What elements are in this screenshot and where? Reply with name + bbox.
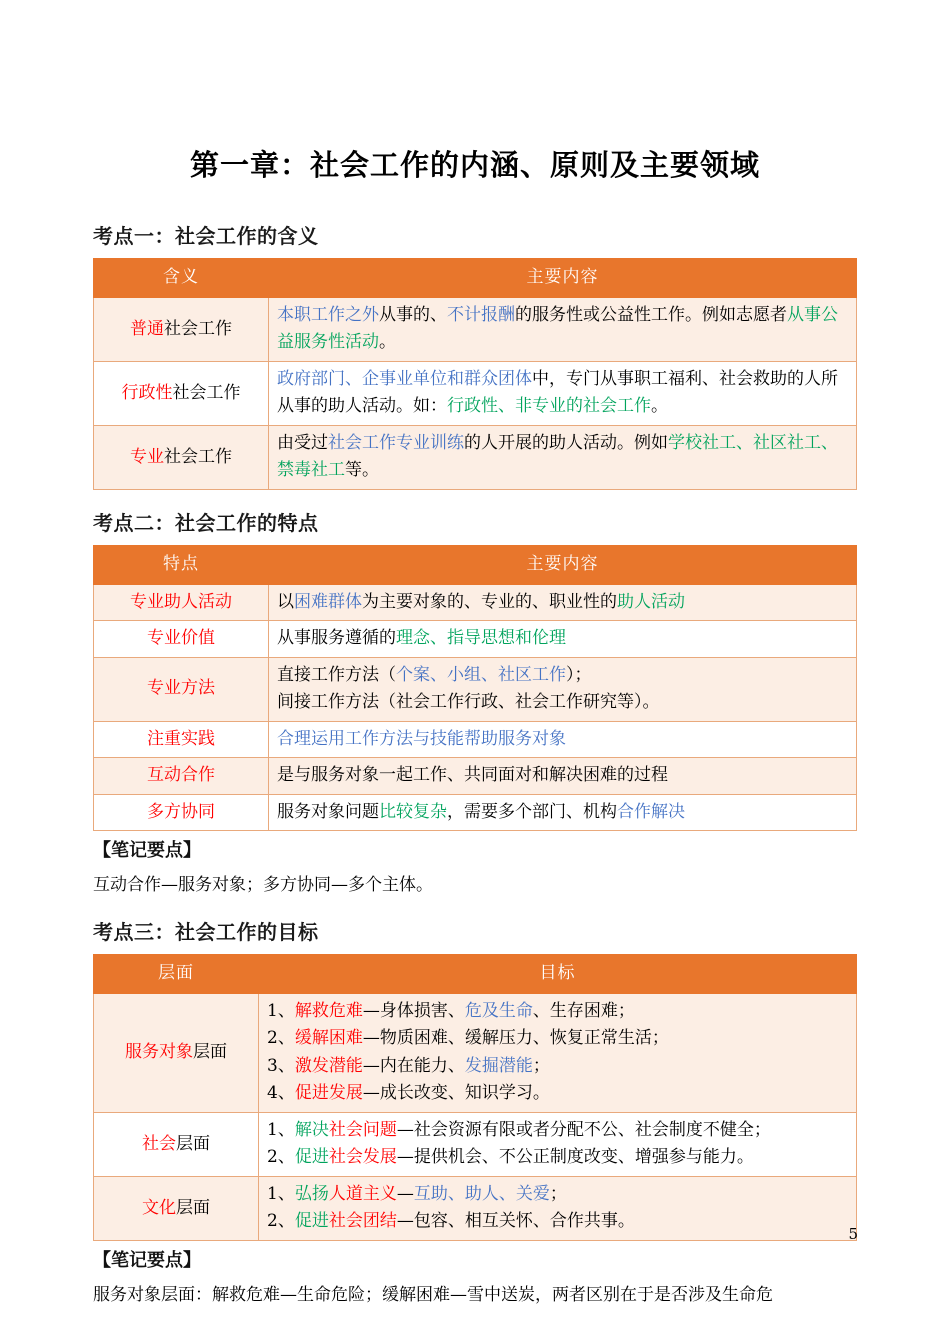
note-title-1: 【笔记要点】: [93, 840, 201, 862]
content-line: [267, 1144, 848, 1172]
content-line: [267, 1053, 848, 1081]
table-row: [94, 425, 857, 489]
text-run: ；: [532, 1055, 550, 1076]
content-line: [277, 662, 848, 690]
table-row: [94, 794, 857, 831]
row-content-cell: [269, 584, 857, 621]
table-body-3: [94, 993, 857, 1240]
text-run: 学校社工、社区社工、禁毒社工: [277, 432, 838, 481]
table-wrapper-1: [93, 258, 857, 490]
text-run: 1、: [267, 1183, 295, 1204]
page-number: 5: [848, 1225, 858, 1243]
note-title-2: 【笔记要点】: [93, 1249, 201, 1271]
text-run: 专业: [130, 446, 164, 467]
content-line: [267, 1080, 848, 1108]
text-run: 普通: [130, 318, 164, 339]
text-run: 专业价值: [147, 628, 215, 649]
content-line: [267, 998, 848, 1026]
row-label-cell: [94, 721, 269, 758]
text-run: ）；: [566, 664, 592, 685]
text-run: 多方协同: [147, 801, 215, 822]
column-header-content: 主要内容: [269, 259, 857, 298]
text-run: 解决: [294, 1119, 329, 1140]
text-run: 危及生命: [464, 1000, 533, 1021]
text-run: 比较复杂: [379, 801, 447, 822]
table-body-1: [94, 297, 857, 489]
table-row: [94, 361, 857, 425]
row-label-cell: [94, 361, 269, 425]
text-run: 合理运用工作方法与技能帮助服务对象: [277, 728, 566, 749]
row-content-cell: [259, 993, 857, 1112]
text-run: 促进: [294, 1211, 329, 1232]
text-run: 缓解困难: [294, 1028, 363, 1049]
row-content-cell: [259, 1112, 857, 1176]
text-run: —身体损害、: [362, 1000, 465, 1021]
text-run: 1、: [267, 1119, 295, 1140]
table-wrapper-3: [93, 954, 857, 1241]
content-line: [267, 1025, 848, 1053]
text-run: ，需要多个部门、机构: [447, 801, 617, 822]
row-content-cell: [259, 1176, 857, 1240]
text-run: 互动合作: [147, 765, 215, 786]
table-header-row: [94, 955, 857, 994]
text-run: 层面: [176, 1197, 210, 1218]
table-row: [94, 657, 857, 721]
column-header-term: 含义: [94, 259, 269, 298]
text-run: 4、: [267, 1083, 295, 1104]
text-run: 注重实践: [147, 728, 215, 749]
text-run: 互助、助人、关爱: [413, 1183, 550, 1204]
text-run: 间接工作方法（社会工作行政、社会工作研究等）。: [277, 692, 660, 713]
table-wrapper-2: [93, 545, 857, 831]
text-run: 2、: [267, 1028, 295, 1049]
text-run: 社会工作: [172, 382, 241, 403]
text-run: 本职工作之外: [277, 304, 379, 325]
text-run: 社会: [142, 1133, 176, 1154]
text-run: —提供机会、不公正制度改变、增强参与能力。: [396, 1147, 754, 1168]
text-run: 以: [277, 591, 294, 612]
row-label-cell: [94, 297, 269, 361]
text-run: 1、: [267, 1000, 295, 1021]
row-label-cell: [94, 584, 269, 621]
text-run: 是与服务对象一起工作、共同面对和解决困难的过程: [277, 765, 668, 786]
text-run: 专业助人活动: [130, 591, 232, 612]
text-run: 的人开展的助人活动。例如: [464, 432, 668, 453]
content-line: [267, 1117, 848, 1145]
section-heading-3: 考点三：社会工作的目标: [93, 920, 319, 945]
table-row: [94, 621, 857, 658]
content-line: [277, 689, 848, 717]
table-row: [94, 584, 857, 621]
row-label-cell: [94, 758, 269, 795]
page-title: 第一章：社会工作的内涵、原则及主要领域: [189, 148, 760, 182]
text-run: —包容、相互关怀、合作共事。: [396, 1211, 635, 1232]
text-run: 助人活动: [617, 591, 685, 612]
text-run: 2、: [267, 1147, 295, 1168]
text-run: 文化: [142, 1197, 176, 1218]
column-header-characteristic: 特点: [94, 545, 269, 584]
text-run: 困难群体: [294, 591, 362, 612]
text-run: 不计报酬: [447, 304, 515, 325]
row-content-cell: [269, 657, 857, 721]
text-run: 服务对象: [125, 1042, 193, 1063]
text-run: 服务对象问题: [277, 801, 379, 822]
table-row: [94, 721, 857, 758]
row-label-cell: [94, 1176, 259, 1240]
text-run: 弘扬: [294, 1183, 329, 1204]
text-run: 合作解决: [617, 801, 685, 822]
row-label-cell: [94, 621, 269, 658]
text-run: 的服务性或公益性工作。例如志愿者: [515, 304, 787, 325]
table-body-2: [94, 584, 857, 831]
text-run: 政府部门、企事业单位和群众团体: [277, 368, 532, 389]
text-run: 层面: [176, 1133, 210, 1154]
row-label-cell: [94, 657, 269, 721]
text-run: 行政性、非专业的社会工作: [447, 396, 651, 417]
table-definitions: [93, 258, 857, 490]
note-body-1: 互动合作—服务对象；多方协同—多个主体。: [93, 875, 433, 896]
text-run: 社会工作: [164, 446, 232, 467]
text-run: ；: [549, 1183, 567, 1204]
row-label-cell: [94, 794, 269, 831]
table-row: [94, 1112, 857, 1176]
table-row: [94, 297, 857, 361]
text-run: 行政性: [121, 382, 173, 403]
text-run: 3、: [267, 1055, 295, 1076]
content-line: [267, 1208, 848, 1236]
text-run: —内在能力、: [362, 1055, 465, 1076]
column-header-content: 主要内容: [269, 545, 857, 584]
text-run: 等。: [345, 460, 379, 481]
text-run: 理念、指导思想和伦理: [396, 628, 566, 649]
text-run: 激发潜能: [294, 1055, 363, 1076]
text-run: —物质困难、缓解压力、恢复正常生活；: [362, 1028, 669, 1049]
text-run: 从事公益服务性活动: [277, 304, 838, 353]
text-run: 、生存困难；: [532, 1000, 635, 1021]
row-content-cell: [269, 361, 857, 425]
table-header-row: [94, 259, 857, 298]
table-goals: [93, 954, 857, 1241]
content-line: [267, 1181, 848, 1209]
text-run: 社会发展: [328, 1147, 397, 1168]
text-run: 2、: [267, 1211, 295, 1232]
row-content-cell: [269, 721, 857, 758]
section-heading-1: 考点一：社会工作的含义: [93, 224, 319, 249]
text-run: 直接工作方法（: [277, 664, 396, 685]
text-run: 社会工作专业训练: [328, 432, 464, 453]
text-run: 社会团结: [328, 1211, 397, 1232]
text-run: —社会资源有限或者分配不公、社会制度不健全；: [396, 1119, 771, 1140]
text-run: 中，专门从事职工福利、社会救助的人所从事的助人活动。如：: [277, 368, 838, 417]
text-run: —: [396, 1183, 414, 1204]
table-row: [94, 1176, 857, 1240]
text-run: 社会问题: [328, 1119, 397, 1140]
text-run: 由受过: [277, 432, 328, 453]
text-run: 促进发展: [294, 1083, 363, 1104]
column-header-goal: 目标: [259, 955, 857, 994]
table-characteristics: [93, 545, 857, 831]
text-run: 。: [651, 396, 668, 417]
text-run: 层面: [193, 1042, 227, 1063]
text-run: 解救危难: [294, 1000, 363, 1021]
row-label-cell: [94, 993, 259, 1112]
text-run: 从事的、: [379, 304, 447, 325]
text-run: 专业方法: [147, 678, 215, 699]
table-row: [94, 758, 857, 795]
text-run: 。: [379, 332, 396, 353]
text-run: 社会工作: [164, 318, 232, 339]
text-run: 人道主义: [328, 1183, 397, 1204]
text-run: 为主要对象的、专业的、职业性的: [362, 591, 617, 612]
table-row: [94, 993, 857, 1112]
note-body-2: 服务对象层面：解救危难—生命危险；缓解困难—雪中送炭，两者区别在于是否涉及生命危: [93, 1284, 773, 1305]
row-content-cell: [269, 425, 857, 489]
text-run: —成长改变、知识学习。: [362, 1083, 550, 1104]
text-run: 个案、小组、社区工作: [396, 664, 566, 685]
row-content-cell: [269, 297, 857, 361]
text-run: 从事服务遵循的: [277, 628, 396, 649]
text-run: 发掘潜能: [464, 1055, 533, 1076]
text-run: 促进: [294, 1147, 329, 1168]
table-header-row: [94, 545, 857, 584]
row-label-cell: [94, 1112, 259, 1176]
column-header-level: 层面: [94, 955, 259, 994]
row-content-cell: [269, 758, 857, 795]
row-label-cell: [94, 425, 269, 489]
section-heading-2: 考点二：社会工作的特点: [93, 510, 319, 535]
row-content-cell: [269, 621, 857, 658]
row-content-cell: [269, 794, 857, 831]
